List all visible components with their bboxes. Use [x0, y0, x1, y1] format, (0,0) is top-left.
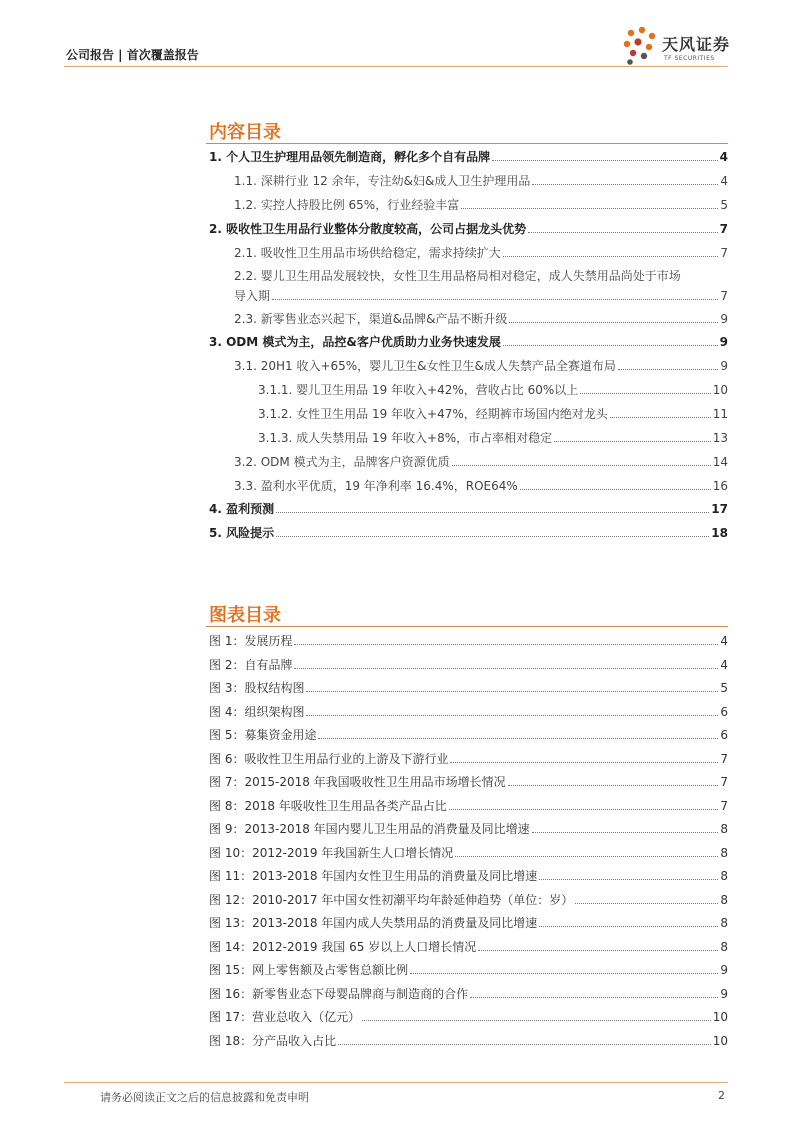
toc-item-page: 18	[711, 526, 728, 540]
dot-leader	[539, 879, 718, 880]
dot-leader	[610, 417, 711, 418]
toc-item[interactable]	[258, 406, 728, 422]
dot-leader	[478, 950, 718, 951]
toc-item-text: 3.3. 盈利水平优质，19 年净利率 16.4%，ROE64%	[234, 479, 518, 493]
toc-item[interactable]	[209, 149, 728, 165]
dot-leader	[470, 997, 718, 998]
figure-item-page: 8	[720, 916, 728, 930]
toc-item-page: 13	[712, 431, 728, 445]
toc-item-page: 7	[720, 246, 728, 260]
figure-item-text: 图 3：股权结构图	[209, 681, 305, 695]
logo-text-en: TF SECURITIES	[664, 55, 715, 62]
toc-item-text: 3.1.2. 女性卫生用品 19 年收入+47%，经期裤市场国内绝对龙头	[258, 407, 608, 421]
dot-leader	[508, 785, 719, 786]
toc-item-page: 4	[720, 174, 728, 188]
figure-item-text: 图 18：分产品收入占比	[209, 1033, 337, 1048]
figure-item[interactable]	[209, 704, 728, 720]
toc-item-page: 7	[719, 222, 728, 236]
dot-leader	[455, 856, 718, 857]
dot-leader	[503, 256, 719, 257]
toc-item[interactable]	[234, 268, 728, 304]
dot-leader	[492, 160, 718, 161]
dot-leader	[575, 903, 718, 904]
dot-leader	[294, 644, 718, 645]
figure-item-text: 图 7：2015-2018 年我国吸收性卫生用品市场增长情况	[209, 775, 506, 789]
dot-leader	[276, 536, 709, 537]
dot-leader	[362, 1020, 711, 1021]
toc-item[interactable]	[234, 173, 728, 189]
dot-leader	[338, 1044, 711, 1045]
figure-item[interactable]	[209, 1009, 728, 1025]
figure-item-text: 图 16：新零售业态下母婴品牌商与制造商的合作	[209, 986, 469, 1001]
figure-item[interactable]	[209, 633, 728, 649]
toc-item-text: 2.1. 吸收性卫生用品市场供给稳定，需求持续扩大	[234, 246, 501, 260]
toc-item-text: 3.1. 20H1 收入+65%，婴儿卫生&女性卫生&成人失禁产品全赛道布局	[234, 359, 616, 373]
figure-item-page: 9	[720, 986, 728, 1001]
toc-item-page: 9	[720, 312, 728, 326]
figure-item-text: 图 4：组织架构图	[209, 704, 305, 719]
dot-leader	[450, 762, 718, 763]
dot-leader	[509, 322, 718, 323]
figures-title-rule	[206, 626, 728, 627]
figure-item-text: 图 8：2018 年吸收性卫生用品各类产品占比	[209, 798, 447, 813]
dot-leader	[452, 465, 711, 466]
toc-item[interactable]	[258, 382, 728, 398]
toc-title-rule	[206, 143, 728, 144]
figure-item-page: 7	[720, 775, 728, 789]
toc-item[interactable]	[234, 311, 728, 327]
toc-item-text: 1.2. 实控人持股比例 65%，行业经验丰富	[234, 198, 460, 212]
figure-item-page: 8	[720, 939, 728, 954]
figure-item-page: 7	[720, 798, 728, 813]
toc-item-text: 1.1. 深耕行业 12 余年，专注幼&妇&成人卫生护理用品	[234, 174, 531, 188]
report-type: 公司报告 | 首次覆盖报告	[66, 48, 199, 62]
disclaimer: 请务必阅读正文之后的信息披露和免责申明	[100, 1091, 309, 1104]
figure-item-page: 8	[720, 822, 728, 836]
toc-item[interactable]	[209, 525, 728, 541]
dot-leader	[449, 809, 719, 810]
figure-item-page: 6	[720, 704, 728, 719]
toc-item-page: 11	[712, 407, 728, 421]
figure-item-page: 6	[720, 728, 728, 742]
figure-item-text: 图 11：2013-2018 年国内女性卫生用品的消费量及同比增速	[209, 869, 538, 883]
page-number: 2	[718, 1089, 725, 1102]
figure-item-page: 9	[720, 963, 728, 977]
figure-item[interactable]	[209, 1033, 728, 1049]
figure-item-text: 图 1：发展历程	[209, 634, 293, 648]
figure-item-page: 8	[720, 892, 728, 907]
toc-item-page: 17	[711, 502, 728, 516]
toc-item-text: 3.1.3. 成人失禁用品 19 年收入+8%，市占率相对稳定	[258, 431, 553, 445]
figures-title: 图表目录	[209, 605, 281, 626]
figure-item-page: 8	[720, 869, 728, 883]
dot-leader	[554, 441, 711, 442]
dot-leader	[539, 926, 718, 927]
figure-item[interactable]	[209, 680, 728, 696]
toc-item-page: 9	[720, 359, 728, 373]
toc-item-text: 3.1.1. 婴儿卫生用品 19 年收入+42%，营收占比 60%以上	[258, 383, 579, 397]
toc-item-text: 4. 盈利预测	[209, 502, 275, 516]
toc-item[interactable]	[258, 430, 728, 446]
toc-item-text: 5. 风险提示	[209, 526, 275, 540]
toc-item-page: 14	[712, 455, 728, 469]
figure-item-page: 8	[720, 845, 728, 860]
figure-item-page: 5	[720, 681, 728, 695]
toc-title: 内容目录	[209, 122, 281, 143]
toc-item-text: 3.2. ODM 模式为主，品牌客户资源优质	[234, 455, 450, 469]
dot-leader	[306, 715, 718, 716]
dot-leader	[318, 738, 718, 739]
toc-item[interactable]	[209, 501, 728, 517]
figure-item-page: 4	[720, 634, 728, 648]
figure-item-text: 图 14：2012-2019 我国 65 岁以上人口增长情况	[209, 939, 477, 954]
dot-leader	[306, 691, 718, 692]
figure-item[interactable]	[209, 845, 728, 861]
toc-item-text: 1. 个人卫生护理用品领先制造商，孵化多个自有品牌	[209, 150, 491, 164]
figure-item[interactable]	[209, 657, 728, 673]
footer-rule	[64, 1082, 728, 1083]
figure-item-page: 7	[720, 751, 728, 766]
toc-item-text: 2.2. 婴儿卫生用品发展较快，女性卫生用品格局相对稳定，成人失禁用品尚处于市场	[234, 269, 681, 283]
figure-item-text: 图 17：营业总收入（亿元）	[209, 1010, 361, 1024]
figure-item[interactable]	[209, 798, 728, 814]
dot-leader	[294, 668, 718, 669]
logo-text-cn: 天风证券	[662, 35, 731, 54]
dot-leader	[461, 208, 718, 209]
figure-item[interactable]	[209, 821, 728, 837]
logo-mark-icon	[622, 24, 662, 68]
figure-item-page: 10	[712, 1010, 728, 1024]
toc-item-text: 2. 吸收性卫生用品行业整体分散度较高，公司占据龙头优势	[209, 222, 527, 236]
dot-leader	[272, 299, 718, 300]
toc-item[interactable]	[234, 478, 728, 494]
figure-item[interactable]	[209, 962, 728, 978]
toc-item-text: 3. ODM 模式为主，品控&客户优质助力业务快速发展	[209, 335, 501, 349]
dot-leader	[503, 345, 718, 346]
toc-item-page: 16	[712, 479, 728, 493]
figure-item[interactable]	[209, 868, 728, 884]
figure-item[interactable]	[209, 751, 728, 767]
figure-item-text: 图 10：2012-2019 年我国新生人口增长情况	[209, 845, 454, 860]
toc-item[interactable]	[234, 358, 728, 374]
toc-item[interactable]	[209, 334, 728, 350]
figure-item-text: 图 2：自有品牌	[209, 657, 293, 672]
toc-item[interactable]	[234, 245, 728, 261]
dot-leader	[520, 489, 711, 490]
toc-item-page: 4	[719, 150, 728, 164]
figure-item-text: 图 9：2013-2018 年国内婴儿卫生用品的消费量及同比增速	[209, 822, 530, 836]
dot-leader	[528, 232, 718, 233]
dot-leader	[580, 393, 710, 394]
toc-item-text-cont: 导入期	[234, 289, 271, 303]
figure-item-text: 图 13：2013-2018 年国内成人失禁用品的消费量及同比增速	[209, 916, 538, 930]
figure-item[interactable]	[209, 774, 728, 790]
dot-leader	[410, 973, 718, 974]
toc-item[interactable]	[234, 197, 728, 213]
toc-item-page: 7	[720, 289, 728, 303]
dot-leader	[532, 832, 719, 833]
figure-item-page: 10	[712, 1033, 728, 1048]
dot-leader	[618, 369, 718, 370]
figure-item[interactable]	[209, 915, 728, 931]
toc-item-page: 5	[720, 198, 728, 212]
toc-item-page: 9	[719, 335, 728, 349]
figure-item-text: 图 5：募集资金用途	[209, 728, 317, 742]
figure-item-text: 图 6：吸收性卫生用品行业的上游及下游行业	[209, 751, 449, 766]
figure-item-page: 4	[720, 657, 728, 672]
dot-leader	[532, 184, 718, 185]
toc-item[interactable]	[234, 454, 728, 470]
figure-item-text: 图 12：2010-2017 年中国女性初潮平均年龄延伸趋势（单位：岁）	[209, 892, 574, 907]
toc-item-text: 2.3. 新零售业态兴起下，渠道&品牌&产品不断升级	[234, 312, 508, 326]
figure-item[interactable]	[209, 939, 728, 955]
toc-item-page: 10	[712, 383, 728, 397]
toc-item[interactable]	[209, 221, 728, 237]
figure-item[interactable]	[209, 727, 728, 743]
figure-item[interactable]	[209, 892, 728, 908]
company-logo	[622, 24, 734, 68]
figure-item[interactable]	[209, 986, 728, 1002]
figure-item-text: 图 15：网上零售额及占零售总额比例	[209, 963, 409, 977]
dot-leader	[276, 512, 709, 513]
